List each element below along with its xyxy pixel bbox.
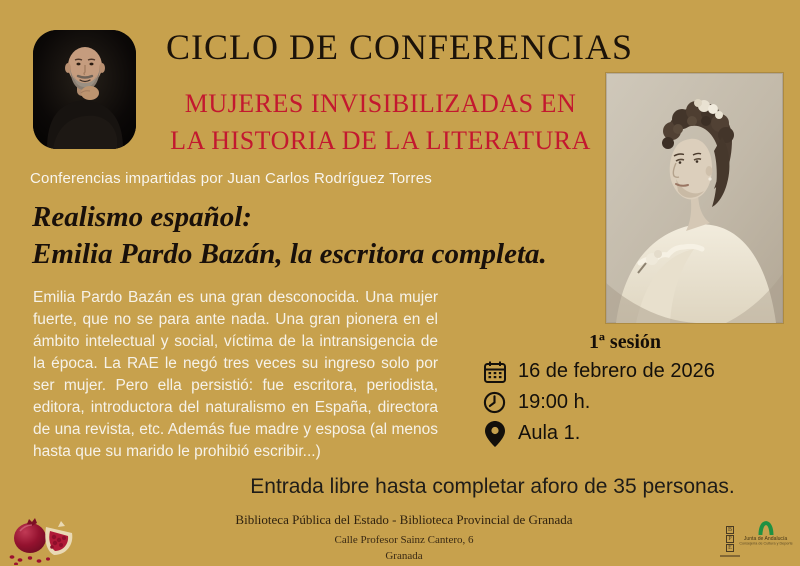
footer-street: Calle Profesor Sainz Cantero, 6 (334, 534, 474, 546)
subtitle-line-1: MUJERES INVISIBILIZADAS EN (184, 89, 577, 118)
woman-portrait-illustration (606, 73, 783, 323)
subtitle-line-2: LA HISTORIA DE LA LITERATURA (170, 126, 591, 155)
session-date-row (482, 359, 715, 384)
bpe-logo-letter-p: P (726, 535, 734, 543)
junta-de-andalucia-logo (738, 520, 794, 547)
session-label: 1ª sesión (588, 331, 662, 353)
speaker-portrait-illustration (33, 30, 136, 149)
bpe-logo-caption (720, 555, 740, 557)
lecturer-note: Conferencias impartidas por Juan Carlos Rodríguez Torres (30, 170, 432, 187)
series-subtitle (128, 85, 633, 159)
session-location-row (482, 421, 715, 446)
footer-library-name: Biblioteca Pública del Estado - Biblioteca Provincial de Granada (235, 512, 573, 527)
calendar-icon (482, 359, 507, 384)
location-pin-icon (482, 421, 507, 446)
session-time: 19:00 h. (518, 391, 591, 413)
pomegranate-icon (6, 511, 84, 565)
talk-title-line-2: Emilia Pardo Bazán, la escritora completa. (32, 238, 547, 270)
talk-title (32, 199, 547, 273)
session-details (482, 359, 715, 452)
capacity-note: Entrada libre hasta completar aforo de 35 personas. (250, 475, 735, 498)
bpe-logo-letter-e: E (726, 544, 734, 552)
junta-dept: Consejería de Cultura y Deporte (739, 542, 793, 546)
footer-city: Granada (385, 550, 423, 562)
bpe-logo-letter-b: B (727, 527, 732, 533)
talk-title-line-1: Realismo español: (32, 201, 252, 233)
talk-description: Emilia Pardo Bazán es una gran desconocida. Una mujer fuerte, que no se para ante nada. Una gran pionera en el ámbito intelectual y social, víctima de la intransigencia de la época. La RAE le negó tres veces su ingreso solo por ser mujer. Pero ella persistió: fue escritora, periodista, editora, introductora del naturalismo en España, directora de una revista, etc. Además fue madre y esposa (al menos hasta que su marido le prohibió escribir...) (33, 289, 438, 460)
page-title: CICLO DE CONFERENCIAS (165, 27, 634, 67)
portrait-photo (606, 73, 783, 323)
footer-address (104, 512, 704, 562)
session-date: 16 de febrero de 2026 (518, 360, 715, 382)
speaker-photo (33, 30, 136, 149)
session-time-row (482, 390, 715, 415)
clock-icon (482, 390, 507, 415)
junta-a-icon (756, 520, 776, 535)
session-location: Aula 1. (518, 422, 581, 444)
junta-name: Junta de Andalucía (744, 536, 788, 542)
